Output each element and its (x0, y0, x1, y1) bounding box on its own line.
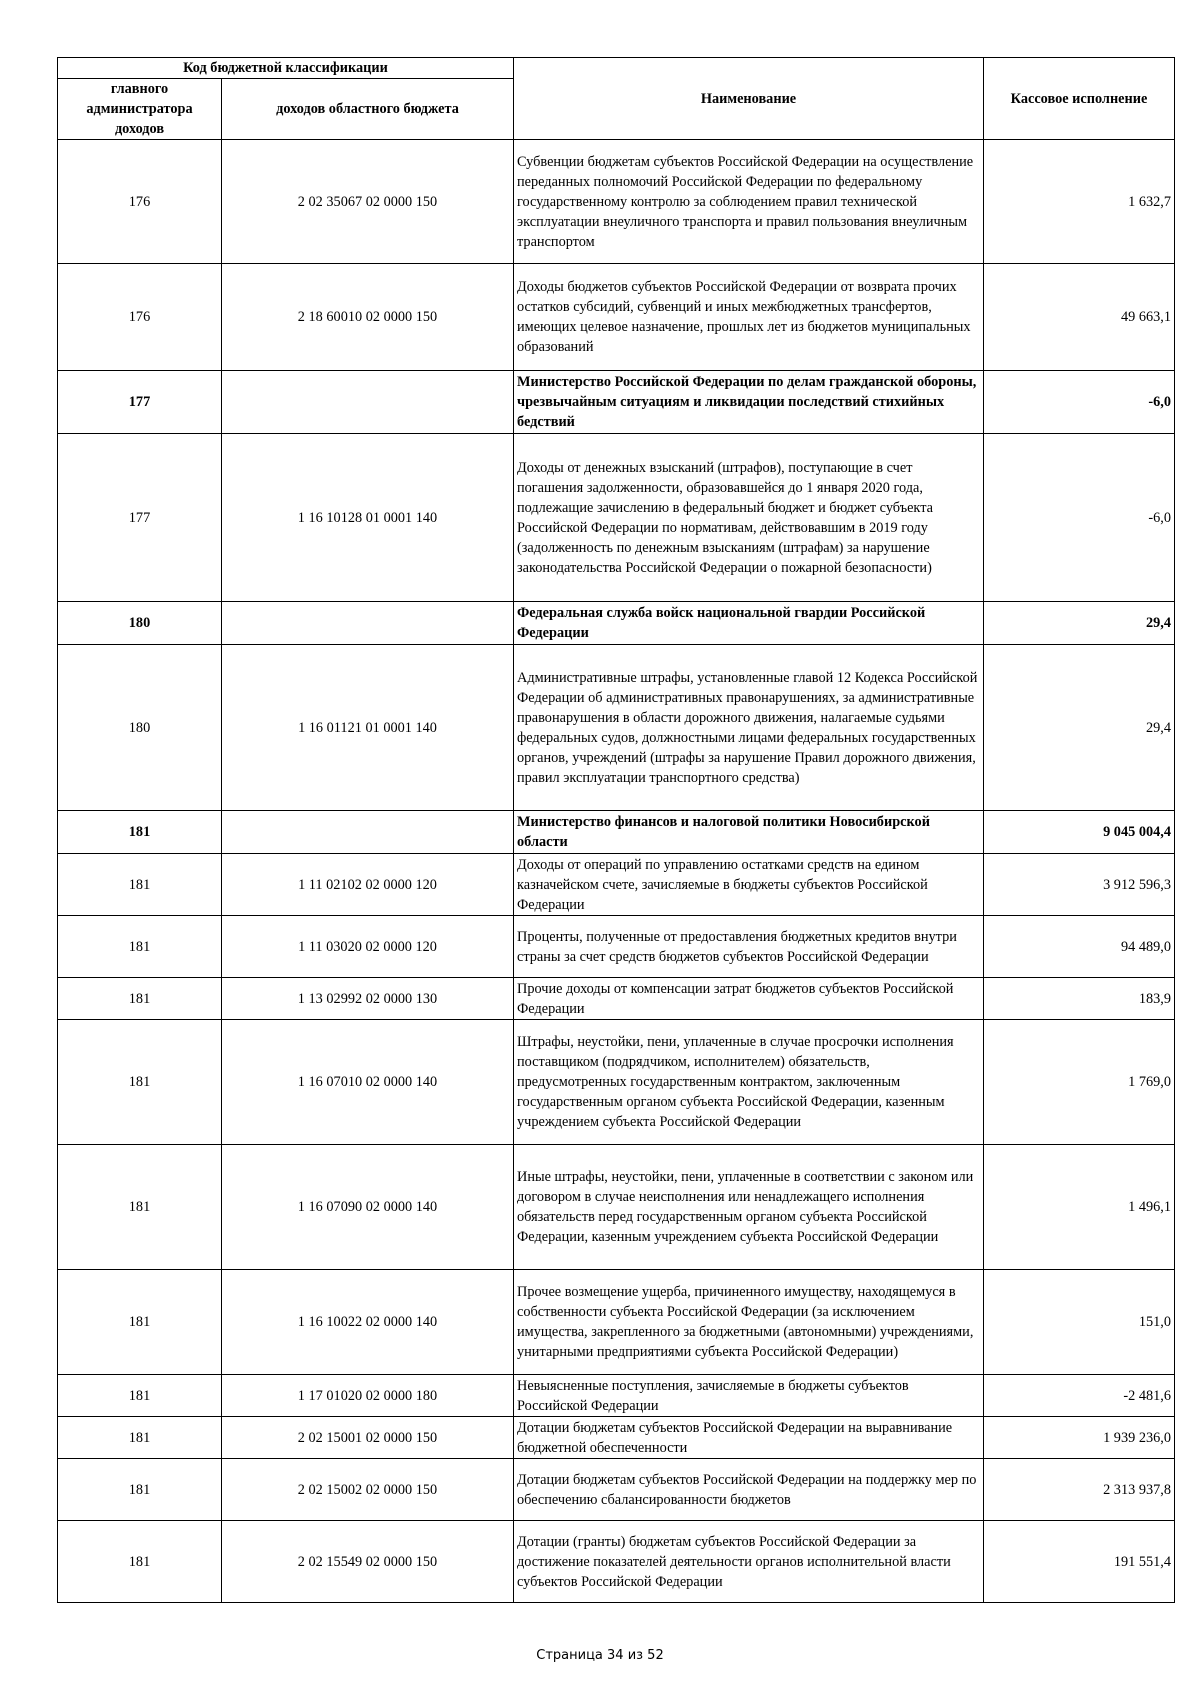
cell-admin-code: 181 (58, 1459, 222, 1521)
cell-cash-execution: 29,4 (984, 602, 1175, 645)
cell-budget-code: 1 13 02992 02 0000 130 (222, 978, 514, 1020)
budget-revenue-table (57, 57, 1175, 1603)
cell-admin-code: 180 (58, 645, 222, 811)
table-row (58, 854, 1175, 916)
cell-name: Иные штрафы, неустойки, пени, уплаченные в соответствии с законом или договором в случае неисполнения или ненадлежащего исполнения обязательств перед государственным органом субъекта Российской Федерации, казенным учреждением субъекта Российской Федерации (514, 1145, 984, 1270)
cell-cash-execution: 94 489,0 (984, 916, 1175, 978)
cell-admin-code: 176 (58, 264, 222, 371)
table-row (58, 602, 1175, 645)
cell-name: Невыясненные поступления, зачисляемые в бюджеты субъектов Российской Федерации (514, 1375, 984, 1417)
table-row (58, 1375, 1175, 1417)
cell-admin-code: 181 (58, 1270, 222, 1375)
cell-cash-execution: -6,0 (984, 434, 1175, 602)
cell-budget-code: 1 16 01121 01 0001 140 (222, 645, 514, 811)
table-row (58, 916, 1175, 978)
cell-admin-code: 181 (58, 1020, 222, 1145)
cell-name: Прочее возмещение ущерба, причиненного имуществу, находящемуся в собственности субъекта Российской Федерации (за исключением имущества, закрепленного за бюджетными (автономными) учреждениями, унитарными предприятиями субъекта Российской Федерации) (514, 1270, 984, 1375)
table-row (58, 978, 1175, 1020)
header-admin: главного администратора доходов (58, 79, 222, 140)
cell-admin-code: 177 (58, 434, 222, 602)
table-row (58, 645, 1175, 811)
cell-cash-execution: 151,0 (984, 1270, 1175, 1375)
header-code-group: Код бюджетной классификации (58, 58, 514, 79)
cell-name: Дотации бюджетам субъектов Российской Федерации на поддержку мер по обеспечению сбалансированности бюджетов (514, 1459, 984, 1521)
cell-budget-code: 1 11 03020 02 0000 120 (222, 916, 514, 978)
cell-admin-code: 181 (58, 1375, 222, 1417)
header-name: Наименование (514, 58, 984, 140)
cell-name: Министерство Российской Федерации по делам гражданской обороны, чрезвычайным ситуациям и ликвидации последствий стихийных бедствий (514, 371, 984, 434)
cell-cash-execution: 9 045 004,4 (984, 811, 1175, 854)
table-row (58, 434, 1175, 602)
cell-cash-execution: 2 313 937,8 (984, 1459, 1175, 1521)
cell-name: Штрафы, неустойки, пени, уплаченные в случае просрочки исполнения поставщиком (подрядчиком, исполнителем) обязательств, предусмотренных государственным контрактом, заключенным государственным органом субъекта Российской Федерации, казенным учреждением субъекта Российской Федерации (514, 1020, 984, 1145)
cell-name: Субвенции бюджетам субъектов Российской Федерации на осуществление переданных полномочий Российской Федерации по федеральному государственному контролю за соблюдением правил технической эксплуатации внеуличного транспорта и правил пользования внеуличным транспортом (514, 140, 984, 264)
cell-budget-code (222, 602, 514, 645)
cell-cash-execution: 3 912 596,3 (984, 854, 1175, 916)
table-row (58, 1145, 1175, 1270)
cell-budget-code: 1 16 07010 02 0000 140 (222, 1020, 514, 1145)
cell-admin-code: 176 (58, 140, 222, 264)
cell-budget-code: 1 16 10022 02 0000 140 (222, 1270, 514, 1375)
cell-budget-code: 2 02 15002 02 0000 150 (222, 1459, 514, 1521)
cell-budget-code (222, 371, 514, 434)
cell-admin-code: 181 (58, 1521, 222, 1603)
cell-cash-execution: 1 496,1 (984, 1145, 1175, 1270)
header-row-group (58, 58, 1175, 79)
cell-cash-execution: -6,0 (984, 371, 1175, 434)
cell-admin-code: 180 (58, 602, 222, 645)
cell-name: Прочие доходы от компенсации затрат бюджетов субъектов Российской Федерации (514, 978, 984, 1020)
cell-cash-execution: 1 632,7 (984, 140, 1175, 264)
table-row (58, 1521, 1175, 1603)
cell-name: Доходы бюджетов субъектов Российской Федерации от возврата прочих остатков субсидий, субвенций и иных межбюджетных трансфертов, имеющих целевое назначение, прошлых лет из бюджетов муниципальных образований (514, 264, 984, 371)
cell-cash-execution: 1 939 236,0 (984, 1417, 1175, 1459)
table-row (58, 811, 1175, 854)
cell-budget-code: 1 11 02102 02 0000 120 (222, 854, 514, 916)
table-row (58, 140, 1175, 264)
cell-cash-execution: 191 551,4 (984, 1521, 1175, 1603)
cell-budget-code: 2 02 35067 02 0000 150 (222, 140, 514, 264)
cell-budget-code (222, 811, 514, 854)
header-sum: Кассовое исполнение (984, 58, 1175, 140)
cell-admin-code: 177 (58, 371, 222, 434)
cell-name: Дотации (гранты) бюджетам субъектов Российской Федерации за достижение показателей деятельности органов исполнительной власти субъектов Российской Федерации (514, 1521, 984, 1603)
cell-budget-code: 1 17 01020 02 0000 180 (222, 1375, 514, 1417)
cell-admin-code: 181 (58, 916, 222, 978)
cell-budget-code: 2 02 15549 02 0000 150 (222, 1521, 514, 1603)
cell-budget-code: 1 16 10128 01 0001 140 (222, 434, 514, 602)
table-row (58, 1270, 1175, 1375)
cell-budget-code: 2 02 15001 02 0000 150 (222, 1417, 514, 1459)
page-footer: Страница 34 из 52 (536, 1648, 664, 1663)
table-row (58, 1417, 1175, 1459)
cell-admin-code: 181 (58, 854, 222, 916)
cell-name: Федеральная служба войск национальной гвардии Российской Федерации (514, 602, 984, 645)
cell-budget-code: 2 18 60010 02 0000 150 (222, 264, 514, 371)
cell-name: Проценты, полученные от предоставления бюджетных кредитов внутри страны за счет средств бюджетов субъектов Российской Федерации (514, 916, 984, 978)
cell-cash-execution: 49 663,1 (984, 264, 1175, 371)
cell-cash-execution: 1 769,0 (984, 1020, 1175, 1145)
table-row (58, 1020, 1175, 1145)
cell-budget-code: 1 16 07090 02 0000 140 (222, 1145, 514, 1270)
cell-cash-execution: 29,4 (984, 645, 1175, 811)
cell-name: Административные штрафы, установленные главой 12 Кодекса Российской Федерации об административных правонарушениях, за административные правонарушения в области дорожного движения, налагаемые судьями федеральных судов, должностными лицами федеральных государственных органов, учреждений (штрафы за нарушение Правил дорожного движения, правил эксплуатации транспортного средства) (514, 645, 984, 811)
table-row (58, 264, 1175, 371)
cell-admin-code: 181 (58, 1145, 222, 1270)
header-code: доходов областного бюджета (222, 79, 514, 140)
cell-admin-code: 181 (58, 978, 222, 1020)
table-body (58, 140, 1175, 1603)
cell-name: Министерство финансов и налоговой политики Новосибирской области (514, 811, 984, 854)
cell-cash-execution: 183,9 (984, 978, 1175, 1020)
cell-admin-code: 181 (58, 1417, 222, 1459)
cell-admin-code: 181 (58, 811, 222, 854)
cell-name: Дотации бюджетам субъектов Российской Федерации на выравнивание бюджетной обеспеченности (514, 1417, 984, 1459)
cell-name: Доходы от операций по управлению остатками средств на едином казначейском счете, зачисляемые в бюджеты субъектов Российской Федерации (514, 854, 984, 916)
table-row (58, 371, 1175, 434)
table-row (58, 1459, 1175, 1521)
cell-name: Доходы от денежных взысканий (штрафов), поступающие в счет погашения задолженности, образовавшейся до 1 января 2020 года, подлежащие зачислению в федеральный бюджет и бюджет субъекта Российской Федерации по нормативам, действовавшим в 2019 году (задолженность по денежным взысканиям (штрафам) за нарушение законодательства Российской Федерации о пожарной безопасности) (514, 434, 984, 602)
cell-cash-execution: -2 481,6 (984, 1375, 1175, 1417)
